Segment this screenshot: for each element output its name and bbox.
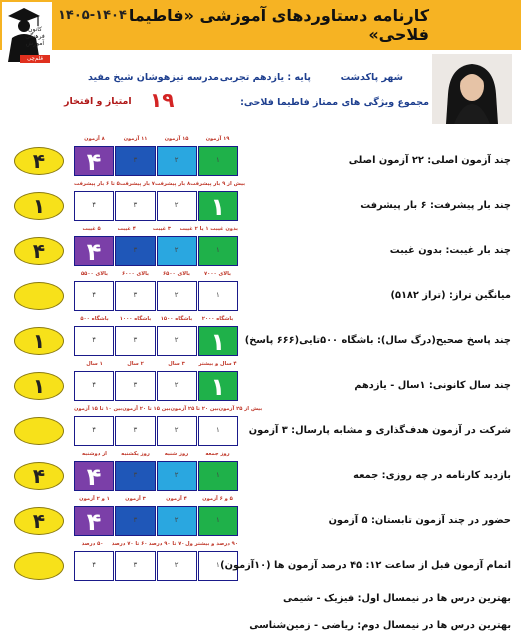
level-cell bbox=[198, 146, 238, 176]
threshold-label: ۴ آزمون bbox=[166, 496, 187, 502]
student-city: شهر پاکدشت bbox=[340, 72, 403, 83]
level-number: ۲ bbox=[174, 201, 179, 209]
threshold-label: ۱۹ آزمون bbox=[205, 136, 230, 142]
level-grid bbox=[74, 281, 238, 311]
level-number: ۱ bbox=[215, 291, 220, 299]
threshold-label: ۲ سال bbox=[127, 361, 144, 367]
level-cell bbox=[198, 371, 238, 401]
row-score: ۴ bbox=[32, 149, 46, 173]
row-score: ۱ bbox=[32, 194, 46, 218]
threshold-label: بین ۱۰ تا ۱۵ آزمون bbox=[74, 406, 123, 412]
level-number: ۴ bbox=[92, 426, 96, 434]
level-number: ۳ bbox=[133, 246, 138, 254]
level-number: ۱ bbox=[210, 328, 226, 356]
threshold-label: بین ۱۵ تا ۲۰ آزمون bbox=[122, 406, 171, 412]
level-cell bbox=[115, 326, 155, 356]
threshold-label: ۶۰ تا ۷۰ درصد bbox=[111, 541, 148, 547]
achievement-question: حضور در چند آزمون تابستان: ۵ آزمون bbox=[328, 515, 511, 526]
level-number: ۳ bbox=[133, 471, 138, 479]
level-grid bbox=[74, 371, 238, 401]
level-cell bbox=[198, 281, 238, 311]
row-threshold-labels bbox=[74, 451, 238, 460]
level-number: ۱ bbox=[215, 516, 220, 524]
level-grid bbox=[74, 461, 238, 491]
level-cell bbox=[74, 191, 114, 221]
row-threshold-labels bbox=[74, 496, 238, 505]
student-grade: پایه : یازدهم تجربی bbox=[219, 72, 311, 83]
threshold-label: ۵ غیبت bbox=[82, 226, 101, 232]
level-cell bbox=[115, 371, 155, 401]
threshold-label: ۱ سال bbox=[86, 361, 103, 367]
level-cell bbox=[115, 461, 155, 491]
score-circle bbox=[14, 147, 64, 175]
level-number: ۱ bbox=[215, 471, 220, 479]
threshold-label: روز جمعه bbox=[205, 451, 230, 457]
level-number: ۲ bbox=[174, 336, 179, 344]
level-number: ۴ bbox=[86, 463, 102, 491]
threshold-label: ۵ و ۶ آزمون bbox=[202, 496, 233, 502]
level-cell bbox=[198, 461, 238, 491]
score-circle bbox=[14, 282, 64, 310]
level-number: ۴ bbox=[86, 508, 102, 536]
level-number: ۴ bbox=[92, 201, 96, 209]
level-cell bbox=[74, 146, 114, 176]
level-cell bbox=[115, 281, 155, 311]
row-score: ۴ bbox=[32, 239, 46, 263]
threshold-label: روز یکشنبه bbox=[121, 451, 150, 457]
achievement-question: بازدید کارنامه در چه روزی: جمعه bbox=[353, 470, 511, 481]
level-cell bbox=[115, 236, 155, 266]
threshold-label: باشگاه ۱۰۰۰ bbox=[119, 316, 152, 322]
academic-years: ۱۴۰۵-۱۴۰۴ bbox=[58, 8, 127, 23]
level-cell bbox=[157, 461, 197, 491]
level-number: ۱ bbox=[215, 246, 220, 254]
level-cell bbox=[157, 326, 197, 356]
level-cell bbox=[115, 146, 155, 176]
threshold-label: ۷۰ تا ۹۰ درصد bbox=[148, 541, 185, 547]
level-number: ۴ bbox=[86, 238, 102, 266]
score-circle bbox=[14, 327, 64, 355]
level-cell bbox=[74, 236, 114, 266]
level-number: ۲ bbox=[174, 381, 179, 389]
level-grid bbox=[74, 416, 238, 446]
level-cell bbox=[74, 326, 114, 356]
level-number: ۴ bbox=[92, 381, 96, 389]
level-number: ۴ bbox=[92, 291, 96, 299]
threshold-label: ۹۰ درصد و بیشتر ول bbox=[185, 541, 239, 547]
level-cell bbox=[198, 416, 238, 446]
threshold-label: ۴ غیبت bbox=[117, 226, 136, 232]
level-cell bbox=[198, 326, 238, 356]
score-circle bbox=[14, 237, 64, 265]
level-grid bbox=[74, 551, 238, 581]
achievement-question: چند پاسخ صحیح(درگ سال): باشگاه ۵۰۰تایی(۶۶۶ پاسخ) bbox=[244, 335, 511, 346]
row-threshold-labels bbox=[74, 316, 238, 325]
threshold-label: بدون غیبت ۱ یا ۲ غیبت bbox=[179, 226, 238, 232]
achievement-question: چند آزمون اصلی: ۲۲ آزمون اصلی bbox=[348, 155, 511, 166]
kanoon-logo bbox=[2, 2, 52, 64]
level-cell bbox=[115, 191, 155, 221]
level-number: ۳ bbox=[133, 201, 138, 209]
score-circle bbox=[14, 507, 64, 535]
features-label: مجموع ویژگی های ممتاز فاطیما فلاحی: bbox=[240, 97, 429, 108]
score-circle bbox=[14, 192, 64, 220]
score-label: امتیاز و افتخار bbox=[64, 96, 132, 107]
threshold-label: روز شنبه bbox=[164, 451, 189, 457]
level-number: ۳ bbox=[133, 561, 138, 569]
level-number: ۳ bbox=[133, 381, 138, 389]
threshold-label: ۵۰ درصد bbox=[81, 541, 104, 547]
level-cell bbox=[74, 281, 114, 311]
level-cell bbox=[74, 461, 114, 491]
level-number: ۲ bbox=[174, 561, 179, 569]
level-number: ۱ bbox=[215, 156, 220, 164]
row-threshold-labels bbox=[74, 541, 238, 550]
portrait-image bbox=[432, 54, 512, 124]
threshold-label: باشگاه ۲۰۰۰ bbox=[201, 316, 234, 322]
threshold-label: ۸ آزمون bbox=[84, 136, 105, 142]
row-threshold-labels bbox=[74, 271, 238, 280]
row-score: ۱ bbox=[32, 329, 46, 353]
level-number: ۳ bbox=[133, 291, 138, 299]
row-score: ۴ bbox=[32, 509, 46, 533]
threshold-label: ۱۵ آزمون bbox=[164, 136, 189, 142]
page-title: کارنامه دستاوردهای آموزشی «فاطیما فلاحی» bbox=[128, 6, 429, 44]
level-grid bbox=[74, 146, 238, 176]
row-threshold-labels bbox=[74, 136, 238, 145]
achievement-question: شرکت در آزمون هدف‌گذاری و مشابه پارسال: ۳ آزمون bbox=[248, 425, 511, 436]
threshold-label: از دوشنبه bbox=[82, 451, 107, 457]
level-cell bbox=[115, 506, 155, 536]
row-score: ۴ bbox=[32, 464, 46, 488]
best-subjects-first-semester: بهترین درس ها در نیمسال اول: فیزیک - شیمی bbox=[282, 593, 511, 604]
level-number: ۲ bbox=[174, 426, 179, 434]
logo-text: کانون فرهنگی آموزش bbox=[25, 26, 45, 47]
total-score: ۱۹ bbox=[150, 88, 175, 112]
level-number: ۱ bbox=[210, 193, 226, 221]
level-cell bbox=[115, 551, 155, 581]
level-number: ۱ bbox=[215, 426, 220, 434]
threshold-label: ۱ و ۲ آزمون bbox=[79, 496, 110, 502]
level-number: ۲ bbox=[174, 516, 179, 524]
threshold-label: بالای ۶۵۰۰ bbox=[163, 271, 190, 277]
level-number: ۲ bbox=[174, 156, 179, 164]
threshold-label: ۱۱ آزمون bbox=[123, 136, 148, 142]
level-grid bbox=[74, 326, 238, 356]
student-school: مدرسه تیزهوشان شیخ مفید bbox=[88, 72, 219, 83]
level-cell bbox=[157, 191, 197, 221]
level-number: ۳ bbox=[133, 156, 138, 164]
achievement-question: چند سال کانونی: ۱سال - یازدهم bbox=[354, 380, 511, 391]
level-number: ۲ bbox=[174, 471, 179, 479]
threshold-label: ۷ بار پیشرفت bbox=[119, 181, 155, 187]
threshold-label: بالای ۷۰۰۰ bbox=[204, 271, 231, 277]
row-threshold-labels bbox=[74, 361, 238, 370]
threshold-label: بالای ۶۰۰۰ bbox=[122, 271, 149, 277]
level-cell bbox=[74, 371, 114, 401]
score-circle bbox=[14, 462, 64, 490]
threshold-label: ۴ سال و بیشتر bbox=[198, 361, 237, 367]
level-cell bbox=[157, 236, 197, 266]
threshold-label: بالای ۵۵۰۰ bbox=[81, 271, 108, 277]
row-threshold-labels bbox=[74, 406, 263, 415]
achievement-question: چند بار غیبت: بدون غیبت bbox=[389, 245, 511, 256]
level-cell bbox=[74, 551, 114, 581]
level-cell bbox=[157, 281, 197, 311]
level-grid bbox=[74, 506, 238, 536]
score-circle bbox=[14, 372, 64, 400]
level-grid bbox=[74, 191, 238, 221]
level-cell bbox=[157, 551, 197, 581]
row-score: ۱ bbox=[32, 374, 46, 398]
achievement-question: میانگین تراز: (تراز ۵۱۸۲) bbox=[390, 290, 511, 301]
level-cell bbox=[198, 236, 238, 266]
level-number: ۴ bbox=[92, 561, 96, 569]
level-number: ۳ bbox=[133, 336, 138, 344]
level-number: ۲ bbox=[174, 246, 179, 254]
threshold-label: ۸ بار پیشرفت bbox=[154, 181, 191, 187]
level-number: ۱ bbox=[210, 373, 226, 401]
level-number: ۱ bbox=[215, 561, 220, 569]
level-number: ۳ bbox=[133, 516, 138, 524]
threshold-label: باشگاه ۱۵۰۰ bbox=[160, 316, 193, 322]
level-number: ۳ bbox=[133, 426, 138, 434]
achievement-question: چند بار پیشرفت: ۶ بار پیشرفت bbox=[360, 200, 511, 211]
threshold-label: بیش از ۹ بار پیشرفت bbox=[190, 181, 246, 187]
level-grid bbox=[74, 236, 238, 266]
level-cell bbox=[157, 146, 197, 176]
threshold-label: باشگاه ۵۰۰ bbox=[80, 316, 109, 322]
level-cell bbox=[74, 416, 114, 446]
level-cell bbox=[198, 506, 238, 536]
row-threshold-labels bbox=[74, 226, 238, 235]
threshold-label: بین ۲۰ تا ۲۵ آزمون bbox=[170, 406, 219, 412]
level-cell bbox=[198, 191, 238, 221]
level-number: ۴ bbox=[86, 148, 102, 176]
score-circle bbox=[14, 552, 64, 580]
row-threshold-labels bbox=[74, 181, 246, 190]
level-cell bbox=[157, 416, 197, 446]
threshold-label: ۵ تا ۶ بار پیشرفت bbox=[74, 181, 120, 187]
score-circle bbox=[14, 417, 64, 445]
level-cell bbox=[157, 506, 197, 536]
threshold-label: ۳ آزمون bbox=[125, 496, 146, 502]
best-subjects-second-semester: بهترین درس ها در نیمسال دوم: ریاضی - زمین‌شناسی bbox=[249, 620, 511, 631]
student-photo bbox=[432, 54, 512, 124]
achievement-question: اتمام آزمون قبل از ساعت ۱۲: ۴۵ درصد آزمون ها (۱۰آزمون) bbox=[220, 560, 511, 571]
level-cell bbox=[74, 506, 114, 536]
threshold-label: ۳ سال bbox=[168, 361, 185, 367]
level-cell bbox=[157, 371, 197, 401]
logo-badge: قلم‌چی bbox=[20, 55, 50, 63]
level-cell bbox=[115, 416, 155, 446]
threshold-label: ۳ غیبت bbox=[152, 226, 172, 232]
threshold-label: بیش از ۲۵ آزمون bbox=[218, 406, 263, 412]
level-number: ۲ bbox=[174, 291, 179, 299]
level-number: ۴ bbox=[92, 336, 96, 344]
